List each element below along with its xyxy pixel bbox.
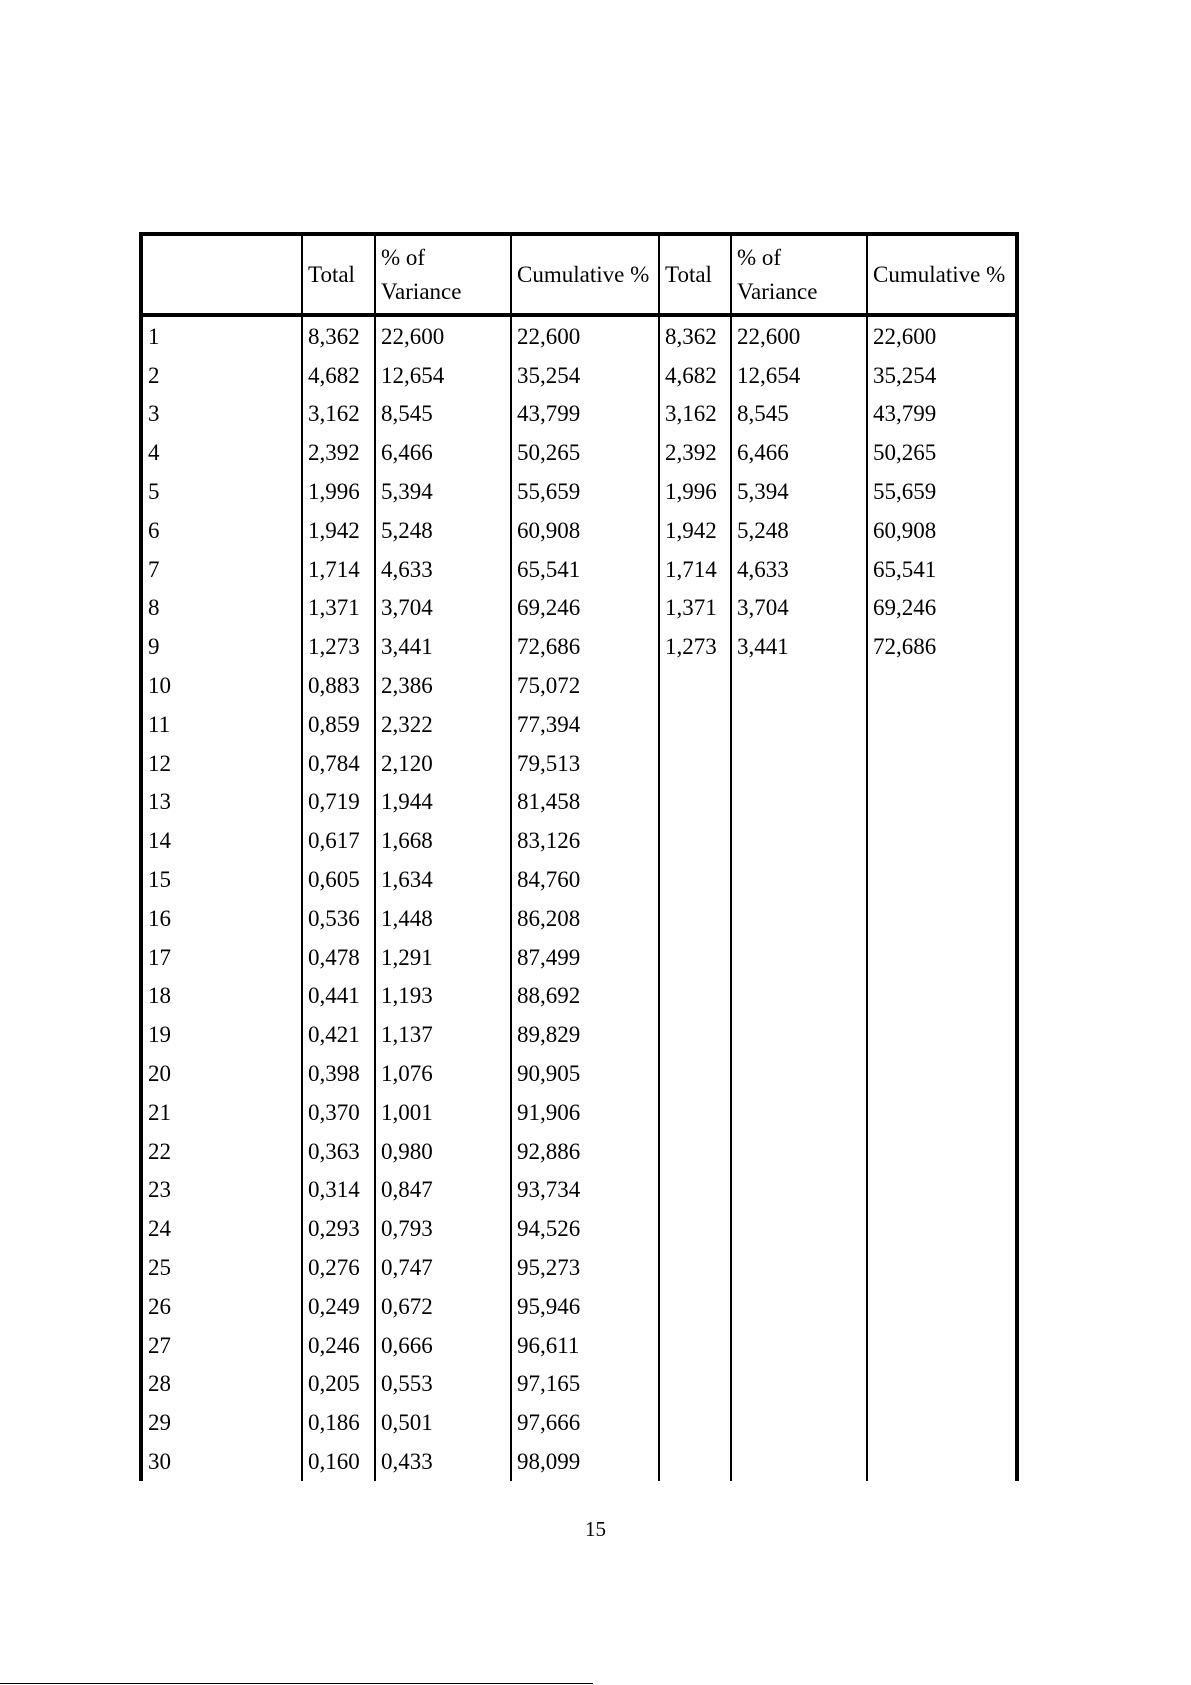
table-cell (731, 1171, 867, 1210)
table-cell (659, 860, 731, 899)
table-cell: 8,362 (659, 315, 731, 356)
table-cell: 12,654 (375, 356, 511, 395)
table-cell: 55,659 (511, 472, 659, 511)
table-cell (731, 899, 867, 938)
component-number-cell: 16 (141, 899, 302, 938)
component-number-cell: 30 (141, 1442, 302, 1481)
component-number-cell: 7 (141, 550, 302, 589)
table-cell (867, 666, 1017, 705)
table-row (141, 395, 1017, 434)
table-cell: 1,273 (302, 627, 375, 666)
table-cell: 22,600 (867, 315, 1017, 356)
table-cell (659, 821, 731, 860)
component-number-cell: 19 (141, 1015, 302, 1054)
table-cell (731, 705, 867, 744)
table-cell (659, 1132, 731, 1171)
table-row (141, 433, 1017, 472)
table-cell: 35,254 (511, 356, 659, 395)
table-cell (659, 1365, 731, 1404)
table-cell (731, 1442, 867, 1481)
table-row (141, 938, 1017, 977)
table-cell: 1,371 (659, 589, 731, 628)
table-cell (731, 1403, 867, 1442)
table-cell (731, 1093, 867, 1132)
table-cell (659, 1248, 731, 1287)
component-number-cell: 25 (141, 1248, 302, 1287)
table-cell: 0,370 (302, 1093, 375, 1132)
table-cell: 0,441 (302, 977, 375, 1016)
table-row (141, 783, 1017, 822)
table-cell: 1,001 (375, 1093, 511, 1132)
table-cell (731, 1365, 867, 1404)
table-cell: 1,448 (375, 899, 511, 938)
component-number-cell: 11 (141, 705, 302, 744)
table-row (141, 744, 1017, 783)
table-cell (659, 1403, 731, 1442)
table-cell (731, 783, 867, 822)
table-cell: 1,193 (375, 977, 511, 1016)
table-cell: 1,944 (375, 783, 511, 822)
table-cell: 8,545 (731, 395, 867, 434)
table-cell (731, 1248, 867, 1287)
table-cell (659, 1209, 731, 1248)
table-cell (867, 1403, 1017, 1442)
table-cell: 1,996 (302, 472, 375, 511)
table-cell: 0,605 (302, 860, 375, 899)
total-variance-table (139, 232, 1019, 1481)
table-cell (731, 666, 867, 705)
table-cell: 5,248 (731, 511, 867, 550)
table-cell (659, 1015, 731, 1054)
table-cell: 90,905 (511, 1054, 659, 1093)
table-cell: 22,600 (511, 315, 659, 356)
table-cell (659, 666, 731, 705)
table-cell: 3,162 (659, 395, 731, 434)
table-cell: 0,249 (302, 1287, 375, 1326)
component-number-cell: 22 (141, 1132, 302, 1171)
table-cell (659, 1287, 731, 1326)
table-cell: 0,205 (302, 1365, 375, 1404)
table-cell (867, 1054, 1017, 1093)
component-number-cell: 18 (141, 977, 302, 1016)
table-cell (867, 705, 1017, 744)
table-cell (867, 783, 1017, 822)
table-row (141, 627, 1017, 666)
table-cell: 84,760 (511, 860, 659, 899)
table-cell: 83,126 (511, 821, 659, 860)
table-cell (659, 1093, 731, 1132)
table-cell: 4,682 (302, 356, 375, 395)
table-cell (659, 783, 731, 822)
table-cell: 81,458 (511, 783, 659, 822)
table-cell: 0,421 (302, 1015, 375, 1054)
table-cell: 0,160 (302, 1442, 375, 1481)
table-cell (867, 744, 1017, 783)
table-row (141, 550, 1017, 589)
table-cell (867, 1171, 1017, 1210)
table-cell (659, 938, 731, 977)
table-cell: 1,137 (375, 1015, 511, 1054)
table-cell: 93,734 (511, 1171, 659, 1210)
footnote-rule (0, 1683, 593, 1684)
table-cell (731, 1326, 867, 1365)
component-number-cell: 2 (141, 356, 302, 395)
table-cell: 0,784 (302, 744, 375, 783)
component-number-cell: 12 (141, 744, 302, 783)
table-cell: 2,386 (375, 666, 511, 705)
table-cell: 1,714 (659, 550, 731, 589)
table-cell (867, 899, 1017, 938)
component-number-cell: 3 (141, 395, 302, 434)
table-cell (867, 1326, 1017, 1365)
table-cell (867, 938, 1017, 977)
table-cell (867, 1015, 1017, 1054)
table-cell: 3,441 (375, 627, 511, 666)
table-row (141, 1248, 1017, 1287)
component-number-cell: 26 (141, 1287, 302, 1326)
table-cell: 95,273 (511, 1248, 659, 1287)
column-header: Cumulative % (867, 234, 1017, 315)
component-number-cell: 14 (141, 821, 302, 860)
table-cell (659, 705, 731, 744)
table-cell: 0,314 (302, 1171, 375, 1210)
table-cell (731, 1209, 867, 1248)
component-number-cell: 17 (141, 938, 302, 977)
table-cell: 1,273 (659, 627, 731, 666)
table-cell: 0,276 (302, 1248, 375, 1287)
table-cell: 5,248 (375, 511, 511, 550)
table-cell: 2,322 (375, 705, 511, 744)
table-cell: 89,829 (511, 1015, 659, 1054)
table-cell: 87,499 (511, 938, 659, 977)
table-cell: 0,719 (302, 783, 375, 822)
table-row (141, 315, 1017, 356)
table-cell: 4,633 (731, 550, 867, 589)
table-cell: 65,541 (511, 550, 659, 589)
table-cell (867, 1365, 1017, 1404)
table-cell: 1,634 (375, 860, 511, 899)
table-cell (731, 938, 867, 977)
table-row (141, 1054, 1017, 1093)
table-cell: 97,165 (511, 1365, 659, 1404)
component-number-cell: 9 (141, 627, 302, 666)
table-cell: 2,392 (302, 433, 375, 472)
table-cell (731, 1287, 867, 1326)
table-cell: 0,293 (302, 1209, 375, 1248)
table-cell: 2,120 (375, 744, 511, 783)
table-cell: 69,246 (867, 589, 1017, 628)
table-cell: 0,246 (302, 1326, 375, 1365)
table-cell: 72,686 (511, 627, 659, 666)
table-cell: 1,291 (375, 938, 511, 977)
table-cell (659, 977, 731, 1016)
table-cell (659, 1326, 731, 1365)
table-cell: 0,433 (375, 1442, 511, 1481)
table-cell: 5,394 (731, 472, 867, 511)
column-header: % of Variance (375, 234, 511, 315)
table-cell (731, 860, 867, 899)
table-cell (867, 1287, 1017, 1326)
table-cell (867, 1093, 1017, 1132)
column-header: % of Variance (731, 234, 867, 315)
table-row (141, 899, 1017, 938)
table-cell: 50,265 (867, 433, 1017, 472)
page-number: 15 (585, 1517, 606, 1541)
table-cell (731, 1054, 867, 1093)
table-row (141, 860, 1017, 899)
table-cell: 22,600 (375, 315, 511, 356)
table-cell: 97,666 (511, 1403, 659, 1442)
column-header: Total (302, 234, 375, 315)
table-cell: 3,704 (375, 589, 511, 628)
column-header (141, 234, 302, 315)
table-cell: 0,793 (375, 1209, 511, 1248)
table-cell: 1,714 (302, 550, 375, 589)
table-cell: 60,908 (867, 511, 1017, 550)
table-cell: 0,672 (375, 1287, 511, 1326)
table-cell: 6,466 (731, 433, 867, 472)
table-row (141, 1403, 1017, 1442)
component-number-cell: 5 (141, 472, 302, 511)
table-cell: 75,072 (511, 666, 659, 705)
table-cell (731, 744, 867, 783)
column-header: Cumulative % (511, 234, 659, 315)
table-row (141, 1442, 1017, 1481)
table-row (141, 1132, 1017, 1171)
component-number-cell: 27 (141, 1326, 302, 1365)
table-cell: 1,996 (659, 472, 731, 511)
component-number-cell: 10 (141, 666, 302, 705)
component-number-cell: 8 (141, 589, 302, 628)
table-cell (867, 821, 1017, 860)
table-cell: 3,441 (731, 627, 867, 666)
table-cell: 0,536 (302, 899, 375, 938)
table-cell: 69,246 (511, 589, 659, 628)
table-cell: 65,541 (867, 550, 1017, 589)
table-row (141, 1093, 1017, 1132)
table-cell: 0,980 (375, 1132, 511, 1171)
table-row (141, 511, 1017, 550)
table-cell: 91,906 (511, 1093, 659, 1132)
table-row (141, 1171, 1017, 1210)
table-cell (867, 1132, 1017, 1171)
table-cell (659, 1442, 731, 1481)
table-cell: 35,254 (867, 356, 1017, 395)
table-cell: 0,666 (375, 1326, 511, 1365)
table-cell (867, 977, 1017, 1016)
table-cell: 6,466 (375, 433, 511, 472)
table-cell: 77,394 (511, 705, 659, 744)
table-cell: 0,883 (302, 666, 375, 705)
table-row (141, 1326, 1017, 1365)
table-cell: 1,668 (375, 821, 511, 860)
component-number-cell: 23 (141, 1171, 302, 1210)
table-cell: 86,208 (511, 899, 659, 938)
table-row (141, 1209, 1017, 1248)
table-cell (659, 899, 731, 938)
table-cell: 94,526 (511, 1209, 659, 1248)
component-number-cell: 20 (141, 1054, 302, 1093)
table-cell: 8,362 (302, 315, 375, 356)
component-number-cell: 15 (141, 860, 302, 899)
table-cell: 43,799 (511, 395, 659, 434)
table-cell (659, 1171, 731, 1210)
table-cell: 8,545 (375, 395, 511, 434)
component-number-cell: 4 (141, 433, 302, 472)
table-cell: 3,704 (731, 589, 867, 628)
table-cell (867, 1248, 1017, 1287)
table-cell: 55,659 (867, 472, 1017, 511)
table-cell: 50,265 (511, 433, 659, 472)
table-row (141, 666, 1017, 705)
table-cell (867, 1209, 1017, 1248)
table-cell: 92,886 (511, 1132, 659, 1171)
table-header-row (141, 234, 1017, 315)
table-cell: 98,099 (511, 1442, 659, 1481)
component-number-cell: 6 (141, 511, 302, 550)
table-cell (731, 1015, 867, 1054)
component-number-cell: 24 (141, 1209, 302, 1248)
table-cell (731, 821, 867, 860)
table-cell: 4,633 (375, 550, 511, 589)
table-cell (731, 1132, 867, 1171)
table-row (141, 821, 1017, 860)
table-cell: 95,946 (511, 1287, 659, 1326)
table-cell: 0,617 (302, 821, 375, 860)
table-cell: 1,371 (302, 589, 375, 628)
table-row (141, 977, 1017, 1016)
table-cell: 2,392 (659, 433, 731, 472)
table-cell (867, 860, 1017, 899)
table-row (141, 356, 1017, 395)
table-cell: 0,501 (375, 1403, 511, 1442)
table-cell (731, 977, 867, 1016)
component-number-cell: 28 (141, 1365, 302, 1404)
table-cell (659, 744, 731, 783)
table-cell (659, 1054, 731, 1093)
table-cell: 22,600 (731, 315, 867, 356)
table-cell: 60,908 (511, 511, 659, 550)
table-row (141, 705, 1017, 744)
table-cell: 79,513 (511, 744, 659, 783)
table-cell: 1,942 (659, 511, 731, 550)
table-cell: 88,692 (511, 977, 659, 1016)
table-cell: 0,186 (302, 1403, 375, 1442)
component-number-cell: 1 (141, 315, 302, 356)
table-cell (867, 1442, 1017, 1481)
table-cell: 4,682 (659, 356, 731, 395)
table-row (141, 589, 1017, 628)
component-number-cell: 21 (141, 1093, 302, 1132)
component-number-cell: 29 (141, 1403, 302, 1442)
table-cell: 5,394 (375, 472, 511, 511)
table-cell: 1,942 (302, 511, 375, 550)
table-cell: 43,799 (867, 395, 1017, 434)
table-cell: 0,478 (302, 938, 375, 977)
table-cell: 12,654 (731, 356, 867, 395)
column-header: Total (659, 234, 731, 315)
table-cell: 96,611 (511, 1326, 659, 1365)
table-row (141, 472, 1017, 511)
table-cell: 1,076 (375, 1054, 511, 1093)
table-row (141, 1365, 1017, 1404)
table-cell: 72,686 (867, 627, 1017, 666)
table-cell: 0,859 (302, 705, 375, 744)
table-row (141, 1015, 1017, 1054)
component-number-cell: 13 (141, 783, 302, 822)
table-cell: 0,398 (302, 1054, 375, 1093)
table-body (141, 315, 1017, 1481)
table-cell: 0,553 (375, 1365, 511, 1404)
table-cell: 3,162 (302, 395, 375, 434)
table-cell: 0,747 (375, 1248, 511, 1287)
table-cell: 0,847 (375, 1171, 511, 1210)
table-row (141, 1287, 1017, 1326)
table-cell: 0,363 (302, 1132, 375, 1171)
